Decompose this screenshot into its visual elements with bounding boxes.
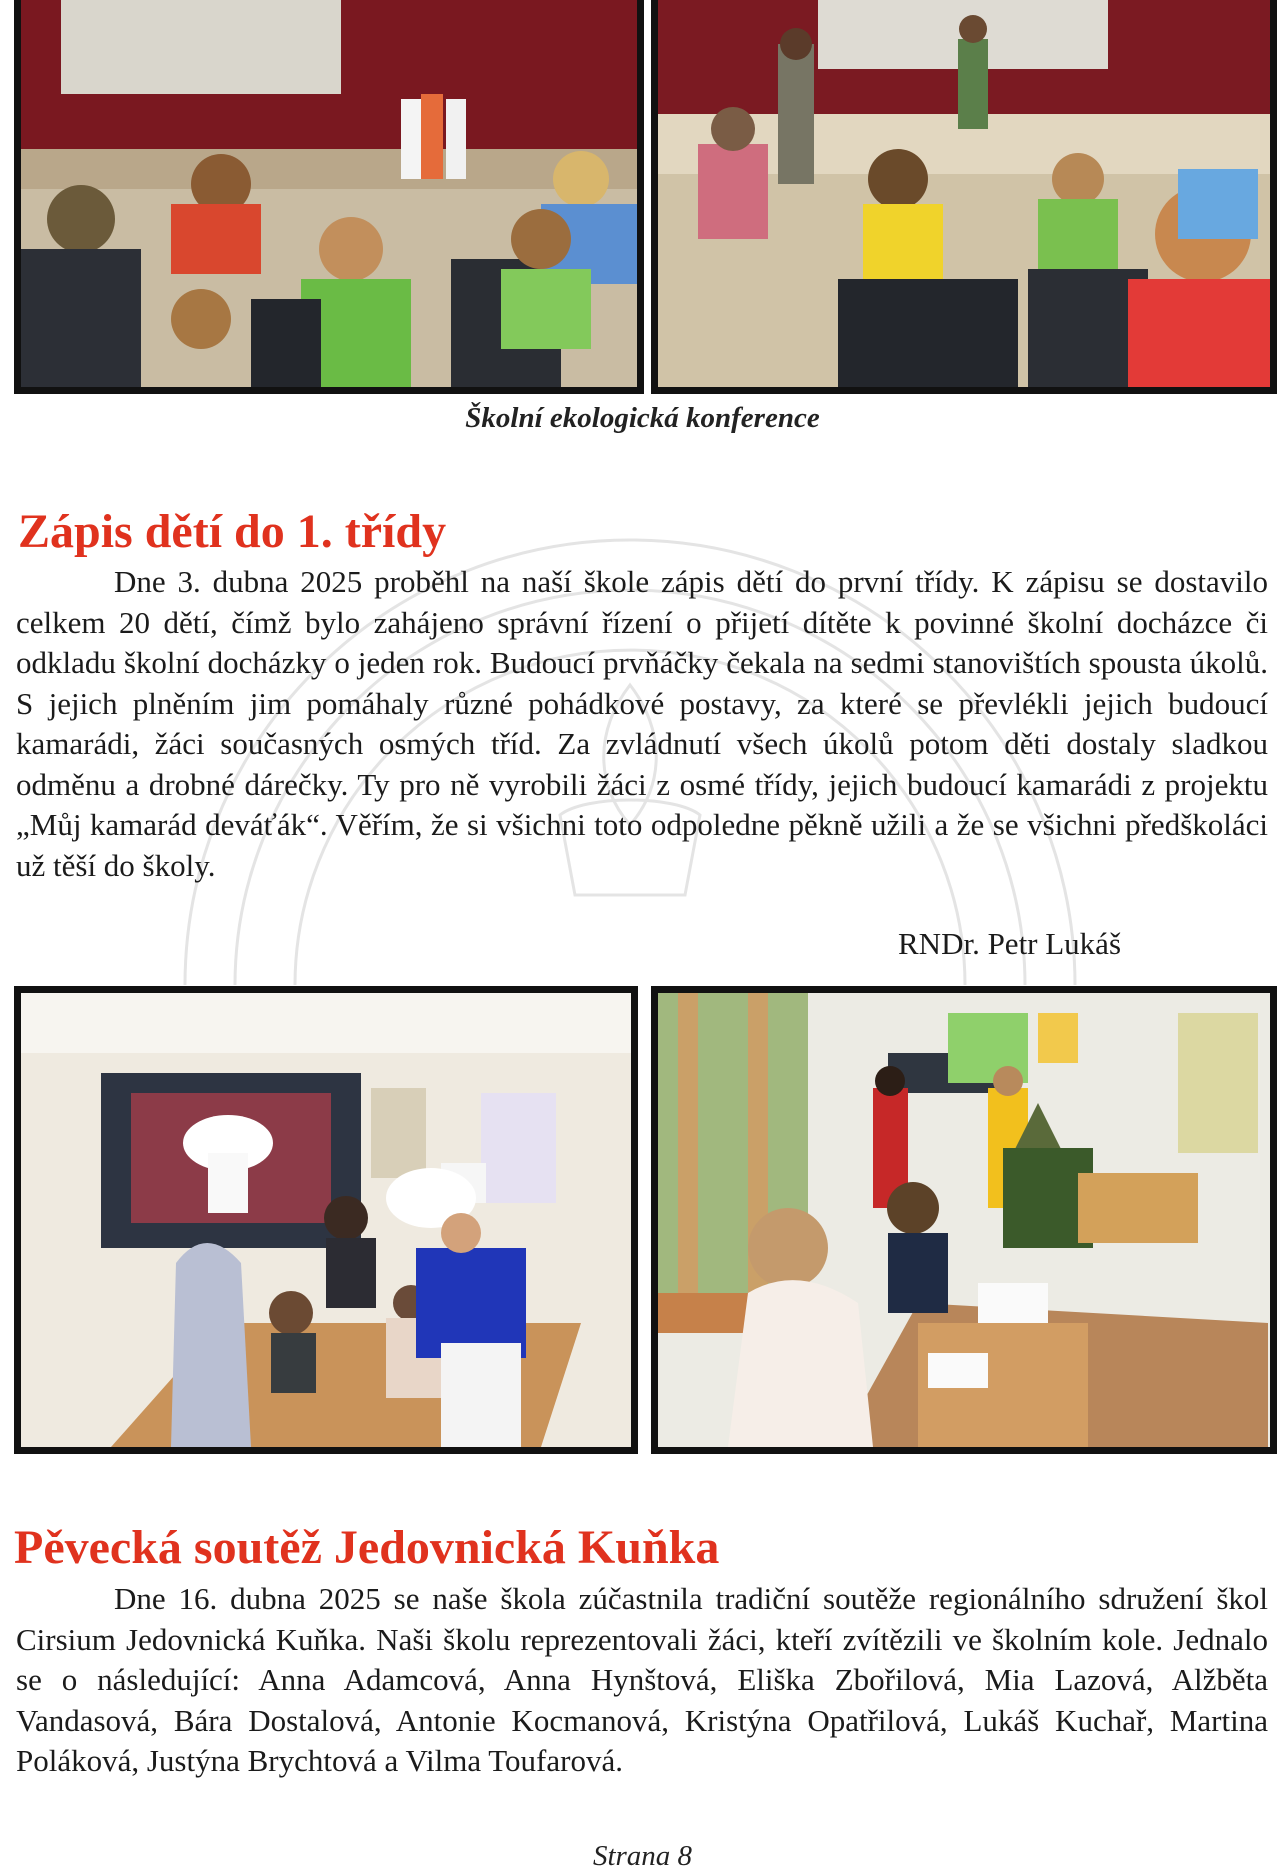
article-body-enrollment: Dne 3. dubna 2025 proběhl na naší škole zápis dětí do první třídy. K zápisu se dostavilo celkem 20 dětí, čímž bylo zahájeno správní řízení o přijetí dítěte k povinné školní docházce či odkladu školní docházky o jeden rok. Budoucí prvňáčky čekala na sedmi stanovištích spousta úkolů. S jejich plněním jim pomáhaly různé pohádkové postavy, za které se převlékli jejich budoucí kamarádi, žáci současných osmých tříd. Za zvládnutí všech úkolů potom děti dostaly sladkou odměnu a drobné dárečky. Ty pro ně vyrobili žáci z osmé třídy, jejich budoucí kamarádi z projektu „Můj kamarád deváťák“. Věřím, že si všichni toto odpoledne pěkně užili a že se všichni předškoláci už těší do školy. xyxy=(16,564,1268,883)
photo-enrollment-classroom-image xyxy=(658,993,1270,1447)
article-heading-singing-contest: Pěvecká soutěž Jedovnická Kuňka xyxy=(14,1521,720,1574)
page-number: Strana 8 xyxy=(592,1840,693,1872)
photo-conference-presenter-image xyxy=(658,0,1270,387)
photo-enrollment-classroom xyxy=(651,986,1277,1454)
photo-enrollment-chefs xyxy=(14,986,638,1454)
article-author: RNDr. Petr Lukáš xyxy=(898,926,1122,961)
photo-conference-stage xyxy=(14,0,644,394)
photo-enrollment-chefs-image xyxy=(21,993,631,1447)
photo-conference-stage-image xyxy=(21,0,637,387)
photo-caption: Školní ekologická konference xyxy=(465,402,820,434)
photo-conference-presenter xyxy=(651,0,1277,394)
article-body-singing-contest: Dne 16. dubna 2025 se naše škola zúčastnila tradiční soutěže regionálního sdružení škol Cirsium Jedovnická Kuňka. Naši školu reprezentovali žáci, kteří zvítězili ve školním kole. Jednalo se o následující: Anna Adamcová, Anna Hynštová, Eliška Zbořilová, Mia Lazová, Alžběta Vandasová, Bára Dostalová, Antonie Kocmanová, Kristýna Opatřilová, Lukáš Kuchař, Martina Poláková, Justýna Brychtová a Vilma Toufarová. xyxy=(16,1581,1268,1778)
article-heading-enrollment: Zápis dětí do 1. třídy xyxy=(18,505,447,558)
